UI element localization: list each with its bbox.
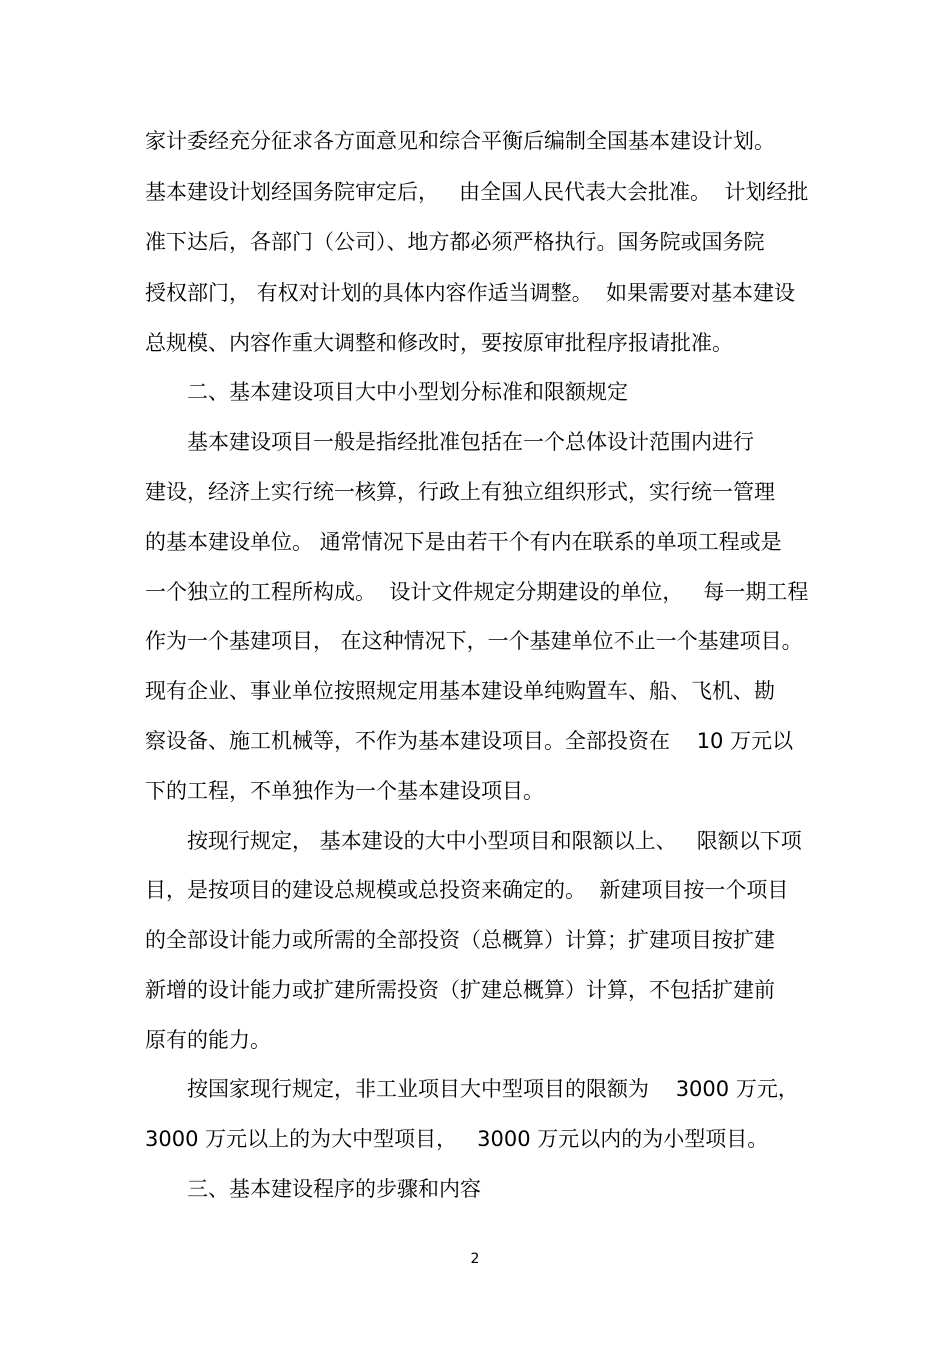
text-line-12: 现有企业、事业单位按照规定用基本建设单纯购置车、船、飞机、勘: [145, 679, 775, 703]
text-line-15: 按现行规定， 基本建设的大中小型项目和限额以上、 限额以下项: [187, 829, 802, 853]
text-line-10: 一个独立的工程所构成。 设计文件规定分期建设的单位， 每一期工程: [145, 580, 809, 604]
text-line-7: 基本建设项目一般是指经批准包括在一个总体设计范围内进行: [187, 430, 754, 454]
text-line-8: 建设，经济上实行统一核算，行政上有独立组织形式，实行统一管理: [145, 480, 775, 504]
section-heading-2: 二、基本建设项目大中小型划分标准和限额规定: [187, 380, 628, 404]
text-line-4: 授权部门， 有权对计划的具体内容作适当调整。 如果需要对基本建设: [145, 281, 796, 305]
text-line-1: 家计委经充分征求各方面意见和综合平衡后编制全国基本建设计划。: [145, 129, 775, 153]
text-line-20: 按国家现行规定，非工业项目大中型项目的限额为 3000 万元，: [187, 1077, 799, 1101]
page-number: 2: [470, 1251, 480, 1267]
section-heading-3: 三、基本建设程序的步骤和内容: [187, 1177, 481, 1201]
text-line-5: 总规模、内容作重大调整和修改时，要按原审批程序报请批准。: [145, 331, 733, 355]
text-line-2: 基本建设计划经国务院审定后， 由全国人民代表大会批准。 计划经批: [145, 180, 809, 204]
text-line-11: 作为一个基建项目， 在这种情况下，一个基建单位不止一个基建项目。: [145, 629, 803, 653]
text-line-21: 3000 万元以上的为大中型项目， 3000 万元以内的为小型项目。: [145, 1127, 769, 1151]
text-line-16: 目，是按项目的建设总规模或总投资来确定的。 新建项目按一个项目: [145, 878, 789, 902]
text-line-17: 的全部设计能力或所需的全部投资（总概算）计算；扩建项目按扩建: [145, 928, 775, 952]
text-line-9: 的基本建设单位。 通常情况下是由若干个有内在联系的单项工程或是: [145, 530, 782, 554]
text-line-14: 下的工程，不单独作为一个基本建设项目。: [145, 779, 544, 803]
text-line-19: 原有的能力。: [145, 1028, 271, 1052]
text-line-18: 新增的设计能力或扩建所需投资（扩建总概算）计算，不包括扩建前: [145, 978, 775, 1002]
text-line-3: 准下达后，各部门（公司）、地方都必须严格执行。国务院或国务院: [145, 230, 765, 254]
text-line-13: 察设备、施工机械等，不作为基本建设项目。全部投资在 10 万元以: [145, 729, 794, 753]
